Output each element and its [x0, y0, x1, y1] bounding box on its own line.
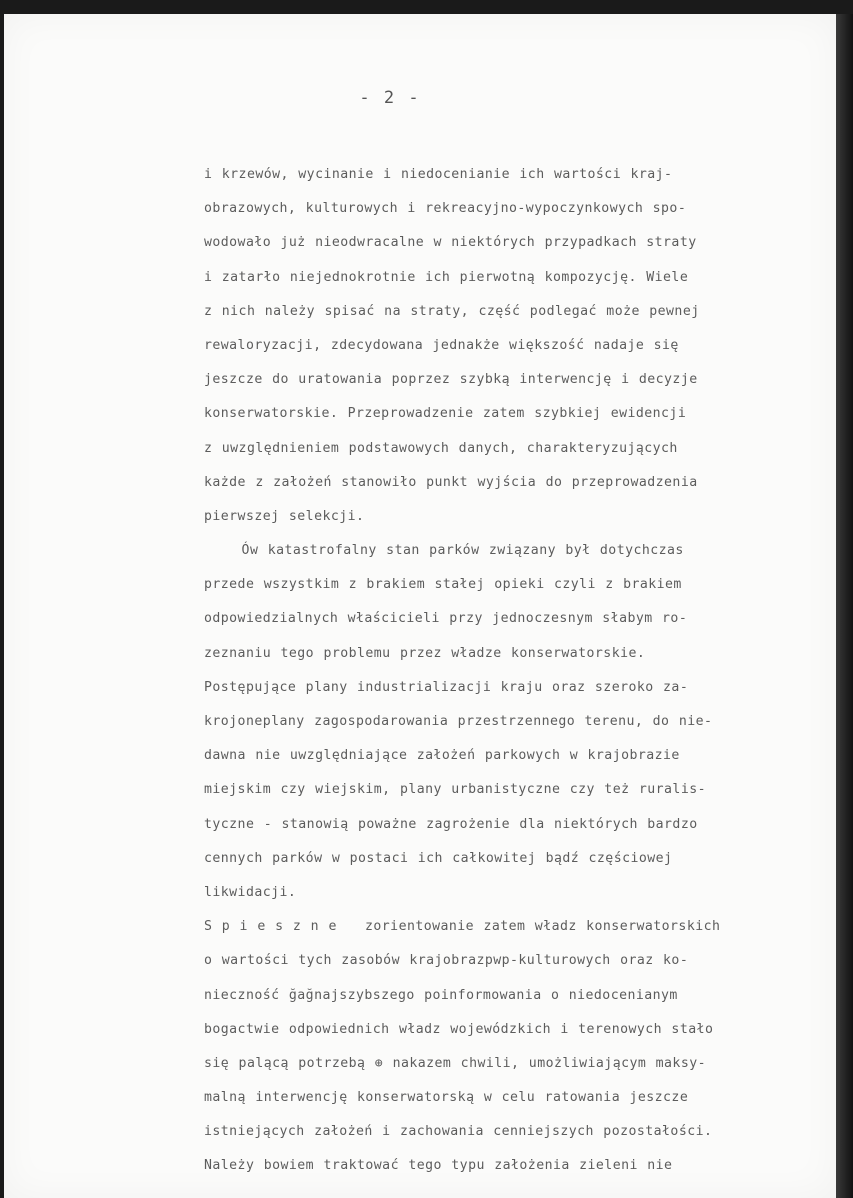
text-line: wodowało już nieodwracalne w niektórych przypadkach straty: [204, 235, 697, 251]
text-line: konserwatorskie. Przeprowadzenie zatem szybkiej ewidencji: [204, 406, 687, 422]
text-line: Postępujące plany industrializacji kraju oraz szeroko za-: [204, 679, 689, 695]
scan-edge: [836, 14, 853, 1198]
typewritten-body: [204, 158, 834, 1184]
text-line: o wartości tych zasobów krajobrazpwp-kulturowych oraz ko-: [204, 953, 689, 969]
text-line: jeszcze do uratowania poprzez szybką interwencję i decyzje: [204, 372, 698, 388]
text-line: pierwszej selekcji.: [204, 508, 365, 524]
text-line: zeznaniu tego problemu przez władze konserwatorskie.: [204, 645, 646, 661]
text-line: likwidacji.: [204, 884, 297, 900]
text-line: krojoneplany zagospodarowania przestrzennego terenu, do nie-: [204, 714, 713, 729]
text-line: z nich należy spisać na straty, część podlegać może pewnej: [204, 303, 700, 319]
page-number: - 2 -: [359, 88, 421, 108]
text-line: dawna nie uwzględniające założeń parkowych w krajobrazie: [204, 748, 680, 764]
text-line: obrazowych, kulturowych i rekreacyjno-wypoczynkowych spo-: [204, 201, 687, 217]
text-line: i krzewów, wycinanie i niedocenianie ich wartości kraj-: [204, 167, 673, 182]
text-line: każde z założeń stanowiło punkt wyjścia do przeprowadzenia: [204, 474, 698, 490]
text-line: odpowiedzialnych właścicieli przy jednoczesnym słabym ro-: [204, 611, 688, 627]
text-line: miejskim czy wiejskim, plany urbanistyczne czy też ruralis-: [204, 782, 706, 798]
text-line: Ów katastrofalny stan parków związany był dotychczas: [204, 543, 684, 559]
text-line: cennych parków w postaci ich całkowitej bądź częściowej: [204, 850, 673, 866]
text-line: istniejących założeń i zachowania cenniejszych pozostałości.: [204, 1124, 713, 1140]
text-line: S p i e s z n e zorientowanie zatem władz konserwatorskich: [204, 919, 721, 935]
text-line: się palącą potrzebą ⊕ nakazem chwili, umożliwiającym maksy-: [204, 1055, 706, 1071]
text-line: bogactwie odpowiednich władz wojewódzkich i terenowych stało: [204, 1021, 714, 1037]
text-line: rewaloryzacji, zdecydowana jednakże większość nadaje się: [204, 337, 679, 353]
text-line: Należy bowiem traktować tego typu założenia zieleni nie: [204, 1158, 673, 1174]
text-line: przede wszystkim z brakiem stałej opieki czyli z brakiem: [204, 577, 682, 593]
text-line: malną interwencję konserwatorską w celu ratowania jeszcze: [204, 1090, 689, 1106]
text-line: tyczne - stanowią poważne zagrożenie dla niektórych bardzo: [204, 816, 698, 832]
text-line: nieczność ğağnajszybszego poinformowania o niedocenianym: [204, 987, 678, 1003]
text-line: z uwzględnieniem podstawowych danych, charakteryzujących: [204, 440, 678, 456]
text-line: i zatarło niejednokrotnie ich pierwotną kompozycję. Wiele: [204, 269, 689, 285]
